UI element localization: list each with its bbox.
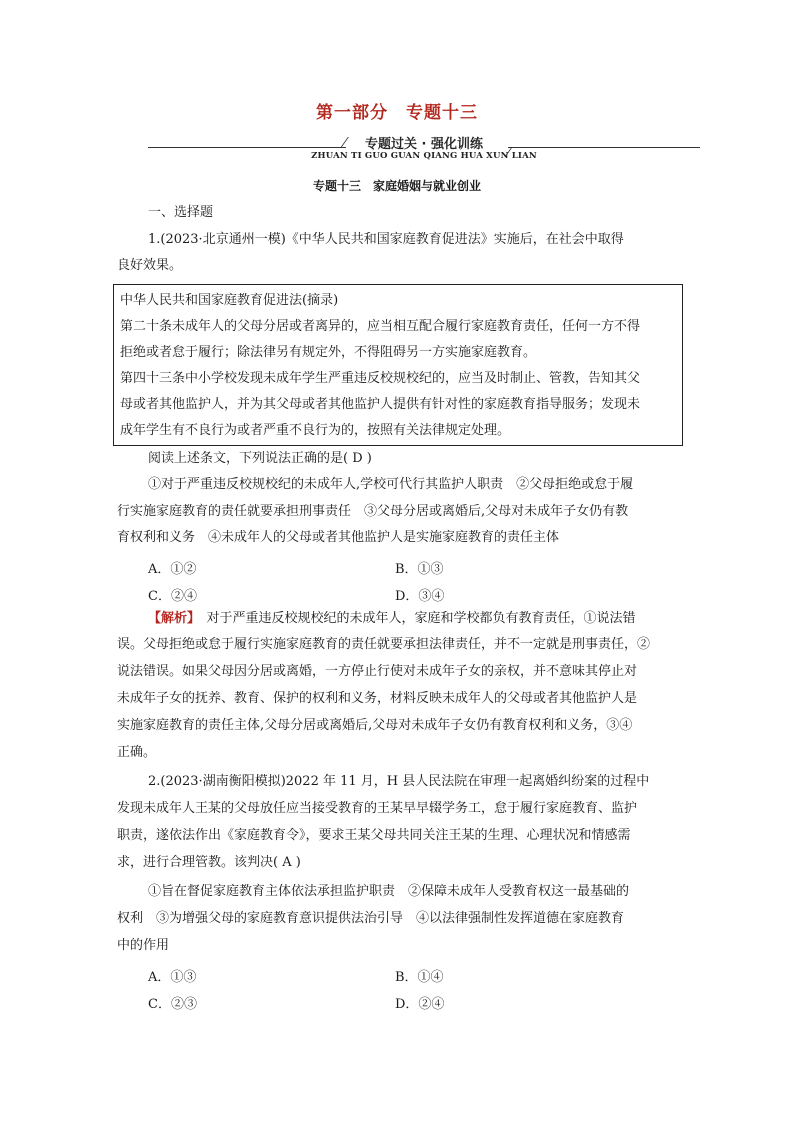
analysis-tag: 【解析】 xyxy=(148,611,194,626)
page-title: 第一部分 专题十三 xyxy=(316,103,478,123)
q2-statement-line: 权利 ③为增强父母的家庭教育意识提供法治引导 ④以法律强制性发挥道德在家庭教育 xyxy=(117,911,625,926)
q1-option-d: D．③④ xyxy=(395,589,445,604)
law-excerpt-line: 中华人民共和国家庭教育促进法(摘录) xyxy=(120,293,339,308)
law-excerpt-line: 成年学生有不良行为或者严重不良行为的，按照有关法律规定处理。 xyxy=(120,423,511,438)
q1-option-a: A．①② xyxy=(148,562,197,577)
q2-option-a: A．①③ xyxy=(148,970,197,985)
q1-option-c: C．②④ xyxy=(148,589,197,604)
q2-stem-line: 职责，遂依法作出《家庭教育令》，要求王某父母共同关注王某的生理、心理状况和情感需 xyxy=(117,828,631,843)
law-excerpt-line: 第四十三条中小学校发现未成年学生严重违反校规校纪的，应当及时制止、管教，告知其父 xyxy=(120,371,641,386)
q1-analysis-line: 实施家庭教育的责任主体,父母分居或离婚后,父母对未成年子女仍有教育权利和义务，③④ xyxy=(117,718,633,733)
q1-statement-line: ①对于严重违反校规校纪的未成年人,学校可代行其监护人职责 ②父母拒绝或怠于履 xyxy=(148,477,634,492)
law-excerpt-line: 母或者其他监护人，并为其父母或者其他监护人提供有针对性的家庭教育指导服务；发现未 xyxy=(120,397,641,412)
banner-title: 专题过关 · 强化训练 xyxy=(365,137,483,152)
law-excerpt-box xyxy=(113,284,683,446)
section-title: 专题十三 家庭婚姻与就业创业 xyxy=(312,179,481,193)
q2-option-d: D．②④ xyxy=(395,997,445,1012)
q2-stem-line: 求，进行合理管教。该判决( A ) xyxy=(117,855,301,870)
q1-stem-line: 良好效果。 xyxy=(117,258,183,273)
q1-prompt: 阅读上述条文，下列说法正确的是( D ) xyxy=(148,451,372,466)
q1-statement-line: 行实施家庭教育的责任就要承担刑事责任 ③父母分居或离婚后,父母对未成年子女仍有教 xyxy=(117,504,629,519)
q1-analysis-line: 说法错误。如果父母因分居或离婚，一方停止行使对未成年子女的亲权，并不意味其停止对 xyxy=(117,664,638,679)
part-heading: 一、选择题 xyxy=(148,205,214,220)
q1-analysis-line xyxy=(148,606,636,633)
q1-stem-line: 1.(2023·北京通州一模)《中华人民共和国家庭教育促进法》实施后，在社会中取得 xyxy=(148,232,624,247)
analysis-text: 对于严重违反校规校纪的未成年人，家庭和学校都负有教育责任，①说法错 xyxy=(193,611,636,626)
q1-analysis-line: 未成年子女的抚养、教育、保护的权利和义务，材料反映未成年人的父母或者其他监护人是 xyxy=(117,691,638,706)
q1-statement-line: 育权利和义务 ④未成年人的父母或者其他监护人是实施家庭教育的责任主体 xyxy=(117,530,560,545)
banner-pinyin: ZHUAN TI GUO GUAN QIANG HUA XUN LIAN xyxy=(311,151,537,161)
q1-analysis-line: 误。父母拒绝或怠于履行实施家庭教育的责任就要承担法律责任，并不一定就是刑事责任，② xyxy=(117,637,651,652)
law-excerpt-line: 拒绝或者怠于履行；除法律另有规定外，不得阻碍另一方实施家庭教育。 xyxy=(120,345,537,360)
q2-stem-line: 发现未成年人王某的父母放任应当接受教育的王某早早辍学务工，怠于履行家庭教育、监护 xyxy=(117,801,638,816)
q2-option-b: B．①④ xyxy=(395,970,444,985)
q2-option-c: C．②③ xyxy=(148,997,197,1012)
law-excerpt-line: 第二十条未成年人的父母分居或者离异的，应当相互配合履行家庭教育责任，任何一方不得 xyxy=(120,319,641,334)
q1-analysis-line: 正确。 xyxy=(117,745,157,760)
q1-option-b: B．①③ xyxy=(395,562,444,577)
q2-stem-line: 2.(2023·湖南衡阳模拟)2022 年 11 月，H 县人民法院在审理一起离婚纠纷案的过程中 xyxy=(148,774,650,789)
banner xyxy=(148,133,700,165)
q2-statement-line: 中的作用 xyxy=(117,938,170,953)
q2-statement-line: ①旨在督促家庭教育主体依法承担监护职责 ②保障未成年人受教育权这一最基础的 xyxy=(148,884,630,899)
